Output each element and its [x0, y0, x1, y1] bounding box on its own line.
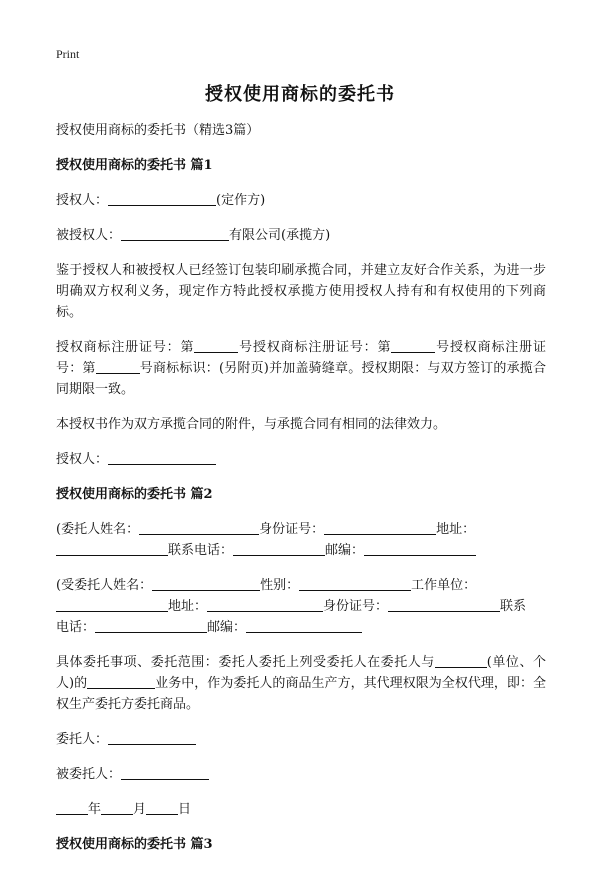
principal-postcode-label: 邮编：	[325, 543, 365, 558]
principal-id-blank	[324, 520, 436, 535]
grantor-line	[56, 190, 546, 211]
agent-info	[56, 575, 546, 638]
principal-name-blank	[139, 520, 259, 535]
agent-sign-label: 被委托人：	[56, 767, 122, 782]
agent-id-label: 身份证号：	[323, 599, 389, 614]
grantee-blank	[121, 226, 229, 241]
month-blank	[101, 800, 133, 815]
agent-sign-line	[56, 764, 546, 785]
principal-id-label: 身份证号：	[259, 522, 325, 537]
document-subtitle: 授权使用商标的委托书（精选3篇）	[56, 123, 260, 138]
principal-address-blank	[56, 541, 168, 556]
principal-sign-blank	[108, 730, 196, 745]
reg-text-b: 号授权商标注册证号：第	[238, 340, 392, 355]
agent-postcode-label: 邮编：	[207, 620, 247, 635]
entrust-text-a: 具体委托事项、委托范围：委托人委托上列受委托人在委托人与	[56, 655, 435, 670]
reg-blank-3	[96, 359, 140, 374]
section-1-paragraph-1: 鉴于授权人和被授权人已经签订包装印刷承揽合同，并建立友好合作关系，为进一步明确双方权利义务，现定作方特此授权承揽方使用授权人持有和有权使用的下列商标。	[56, 263, 546, 320]
signature-label: 授权人：	[56, 452, 109, 467]
principal-phone-label: 联系电话：	[168, 543, 234, 558]
grantee-line	[56, 225, 546, 246]
signature-blank	[108, 450, 216, 465]
grantee-label: 被授权人：	[56, 228, 122, 243]
principal-sign-line	[56, 729, 546, 750]
section-1-paragraph-2	[56, 337, 546, 400]
entrust-text-b: (单位、个人)的	[56, 655, 546, 691]
grantor-blank	[108, 191, 216, 206]
agent-postcode-blank	[246, 618, 362, 633]
reg-text-d: 号商标标识：(另附页)并加盖骑缝章。授权期限：与双方签订的承揽合同期限一致。	[56, 361, 546, 397]
principal-postcode-blank	[364, 541, 476, 556]
agent-phone-label-a: 联系	[500, 599, 527, 614]
section-1-signature	[56, 449, 546, 470]
date-line	[56, 799, 546, 820]
reg-blank-1	[194, 338, 238, 353]
entrust-blank-1	[435, 653, 487, 668]
agent-gender-label: 性别：	[260, 578, 300, 593]
day-label: 日	[178, 802, 192, 817]
principal-phone-blank	[233, 541, 325, 556]
entrust-blank-2	[87, 674, 155, 689]
section-3-heading: 授权使用商标的委托书 篇3	[56, 837, 213, 852]
agent-name-label: (受委托人姓名：	[56, 578, 153, 593]
agent-id-blank	[388, 597, 500, 612]
entrust-text-c: 业务中，作为委托人的商品生产方，其代理权限为全权代理，即：全权生产委托方委托商品。	[56, 676, 546, 712]
principal-sign-label: 委托人：	[56, 732, 109, 747]
section-2-heading: 授权使用商标的委托书 篇2	[56, 487, 213, 502]
principal-name-label: (委托人姓名：	[56, 522, 140, 537]
reg-text-c: 号授权商标注册证号：第	[56, 340, 546, 376]
reg-text-a: 授权商标注册证号：第	[56, 340, 195, 355]
agent-workunit-label: 工作单位：	[411, 578, 477, 593]
grantor-label: 授权人：	[56, 193, 109, 208]
section-1-heading: 授权使用商标的委托书 篇1	[56, 158, 213, 173]
year-label: 年	[88, 802, 102, 817]
page-title: 授权使用商标的委托书	[205, 84, 395, 105]
agent-address-label: 地址：	[168, 599, 208, 614]
principal-info	[56, 519, 546, 561]
grantor-suffix: (定作方)	[216, 193, 266, 208]
agent-address-blank	[207, 597, 323, 612]
year-blank	[56, 800, 88, 815]
section-2-paragraph	[56, 652, 546, 715]
day-blank	[146, 800, 178, 815]
agent-phone-label-b: 电话：	[56, 620, 96, 635]
agent-phone-blank	[95, 618, 207, 633]
agent-name-blank	[152, 576, 260, 591]
principal-address-label: 地址：	[436, 522, 476, 537]
document-body	[56, 120, 546, 869]
agent-gender-blank	[299, 576, 411, 591]
month-label: 月	[133, 802, 147, 817]
section-1-paragraph-3: 本授权书作为双方承揽合同的附件，与承揽合同有相同的法律效力。	[56, 417, 447, 432]
reg-blank-2	[391, 338, 435, 353]
grantee-suffix: 有限公司(承揽方)	[229, 228, 331, 243]
agent-workunit-blank	[56, 597, 168, 612]
print-label[interactable]: Print	[56, 47, 80, 61]
agent-sign-blank	[121, 765, 209, 780]
